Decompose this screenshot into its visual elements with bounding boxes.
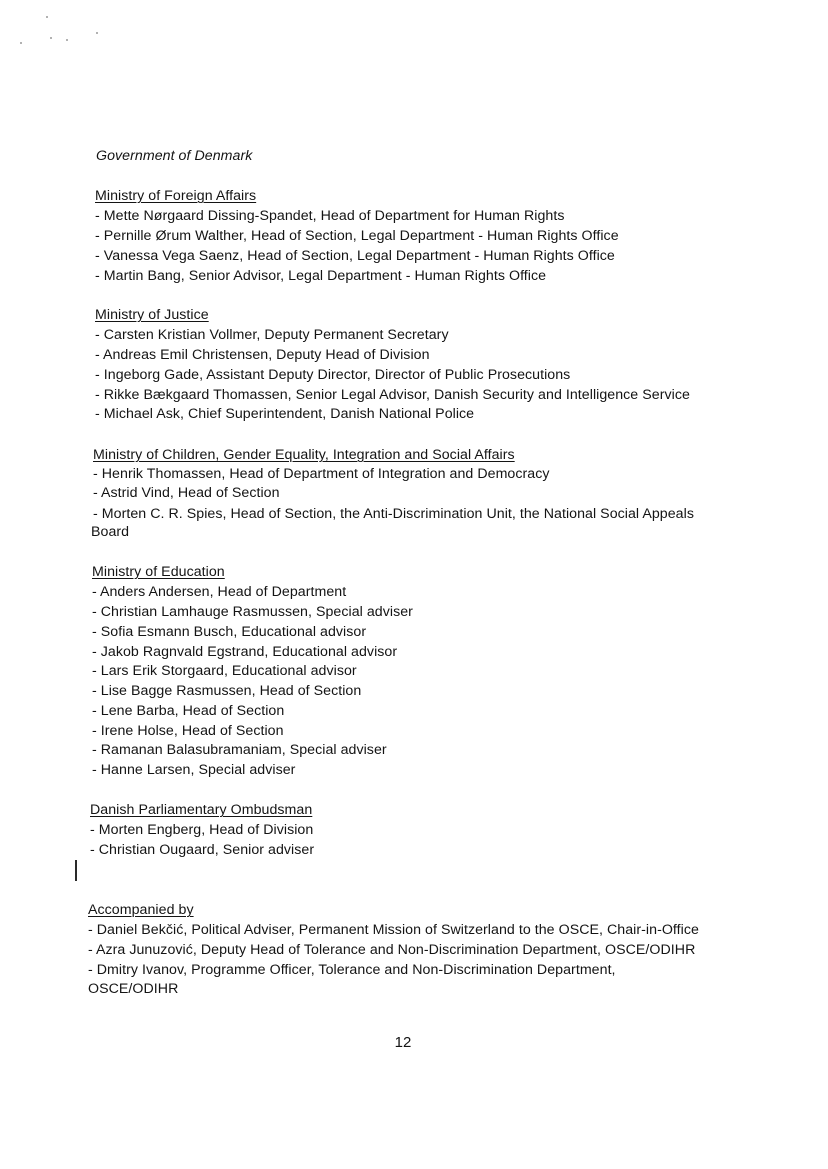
list-item: - Martin Bang, Senior Advisor, Legal Department - Human Rights Office <box>95 268 547 284</box>
list-item: - Michael Ask, Chief Superintendent, Danish National Police <box>95 406 475 422</box>
list-item: - Christian Ougaard, Senior adviser <box>90 842 315 858</box>
list-item: - Anders Andersen, Head of Department <box>92 584 347 600</box>
list-item-continuation: Board <box>91 524 130 540</box>
list-item: - Sofia Esmann Busch, Educational advisor <box>92 624 367 640</box>
list-item: - Jakob Ragnvald Egstrand, Educational advisor <box>92 644 398 660</box>
list-item: - Lene Barba, Head of Section <box>92 703 285 719</box>
list-item: - Lise Bagge Rasmussen, Head of Section <box>92 683 362 699</box>
list-item: - Pernille Ørum Walther, Head of Section, Legal Department - Human Rights Office <box>95 228 619 244</box>
scan-specks <box>16 10 106 50</box>
section-heading-foreign-affairs: Ministry of Foreign Affairs <box>95 188 257 204</box>
list-item: - Carsten Kristian Vollmer, Deputy Permanent Secretary <box>95 327 449 343</box>
list-item: - Henrik Thomassen, Head of Department of Integration and Democracy <box>93 466 550 482</box>
list-item: - Dmitry Ivanov, Programme Officer, Tolerance and Non-Discrimination Department, <box>88 962 616 978</box>
page-number: 12 <box>394 1034 412 1051</box>
list-item: - Daniel Bekčić, Political Adviser, Permanent Mission of Switzerland to the OSCE, Chair-in-Office <box>88 922 699 938</box>
list-item: - Mette Nørgaard Dissing-Spandet, Head of Department for Human Rights <box>95 208 565 224</box>
list-item: - Hanne Larsen, Special adviser <box>92 762 296 778</box>
list-item: - Astrid Vind, Head of Section <box>93 485 280 501</box>
section-heading-justice: Ministry of Justice <box>95 307 209 323</box>
list-item: - Andreas Emil Christensen, Deputy Head of Division <box>95 347 430 363</box>
list-item-continuation: OSCE/ODIHR <box>88 981 179 997</box>
list-item: - Rikke Bækgaard Thomassen, Senior Legal Advisor, Danish Security and Intelligence Service <box>95 387 690 403</box>
section-heading-education: Ministry of Education <box>92 564 225 580</box>
section-heading-accompanied-by: Accompanied by <box>88 902 194 918</box>
government-title: Government of Denmark <box>96 148 253 164</box>
list-item: - Morten C. R. Spies, Head of Section, the Anti-Discrimination Unit, the National Social Appeals <box>93 506 694 522</box>
section-heading-ombudsman: Danish Parliamentary Ombudsman <box>90 802 313 818</box>
list-item: - Ramanan Balasubramaniam, Special adviser <box>92 742 387 758</box>
list-item: - Christian Lamhauge Rasmussen, Special adviser <box>92 604 413 620</box>
section-heading-children-social-affairs: Ministry of Children, Gender Equality, Integration and Social Affairs <box>93 447 515 463</box>
list-item: - Lars Erik Storgaard, Educational advisor <box>92 663 357 679</box>
list-item: - Azra Junuzović, Deputy Head of Tolerance and Non-Discrimination Department, OSCE/ODIHR <box>88 942 696 958</box>
list-item: - Irene Holse, Head of Section <box>92 723 284 739</box>
list-item: - Morten Engberg, Head of Division <box>90 822 314 838</box>
list-item: - Vanessa Vega Saenz, Head of Section, Legal Department - Human Rights Office <box>95 248 615 264</box>
margin-change-bar <box>75 860 77 881</box>
list-item: - Ingeborg Gade, Assistant Deputy Director, Director of Public Prosecutions <box>95 367 571 383</box>
